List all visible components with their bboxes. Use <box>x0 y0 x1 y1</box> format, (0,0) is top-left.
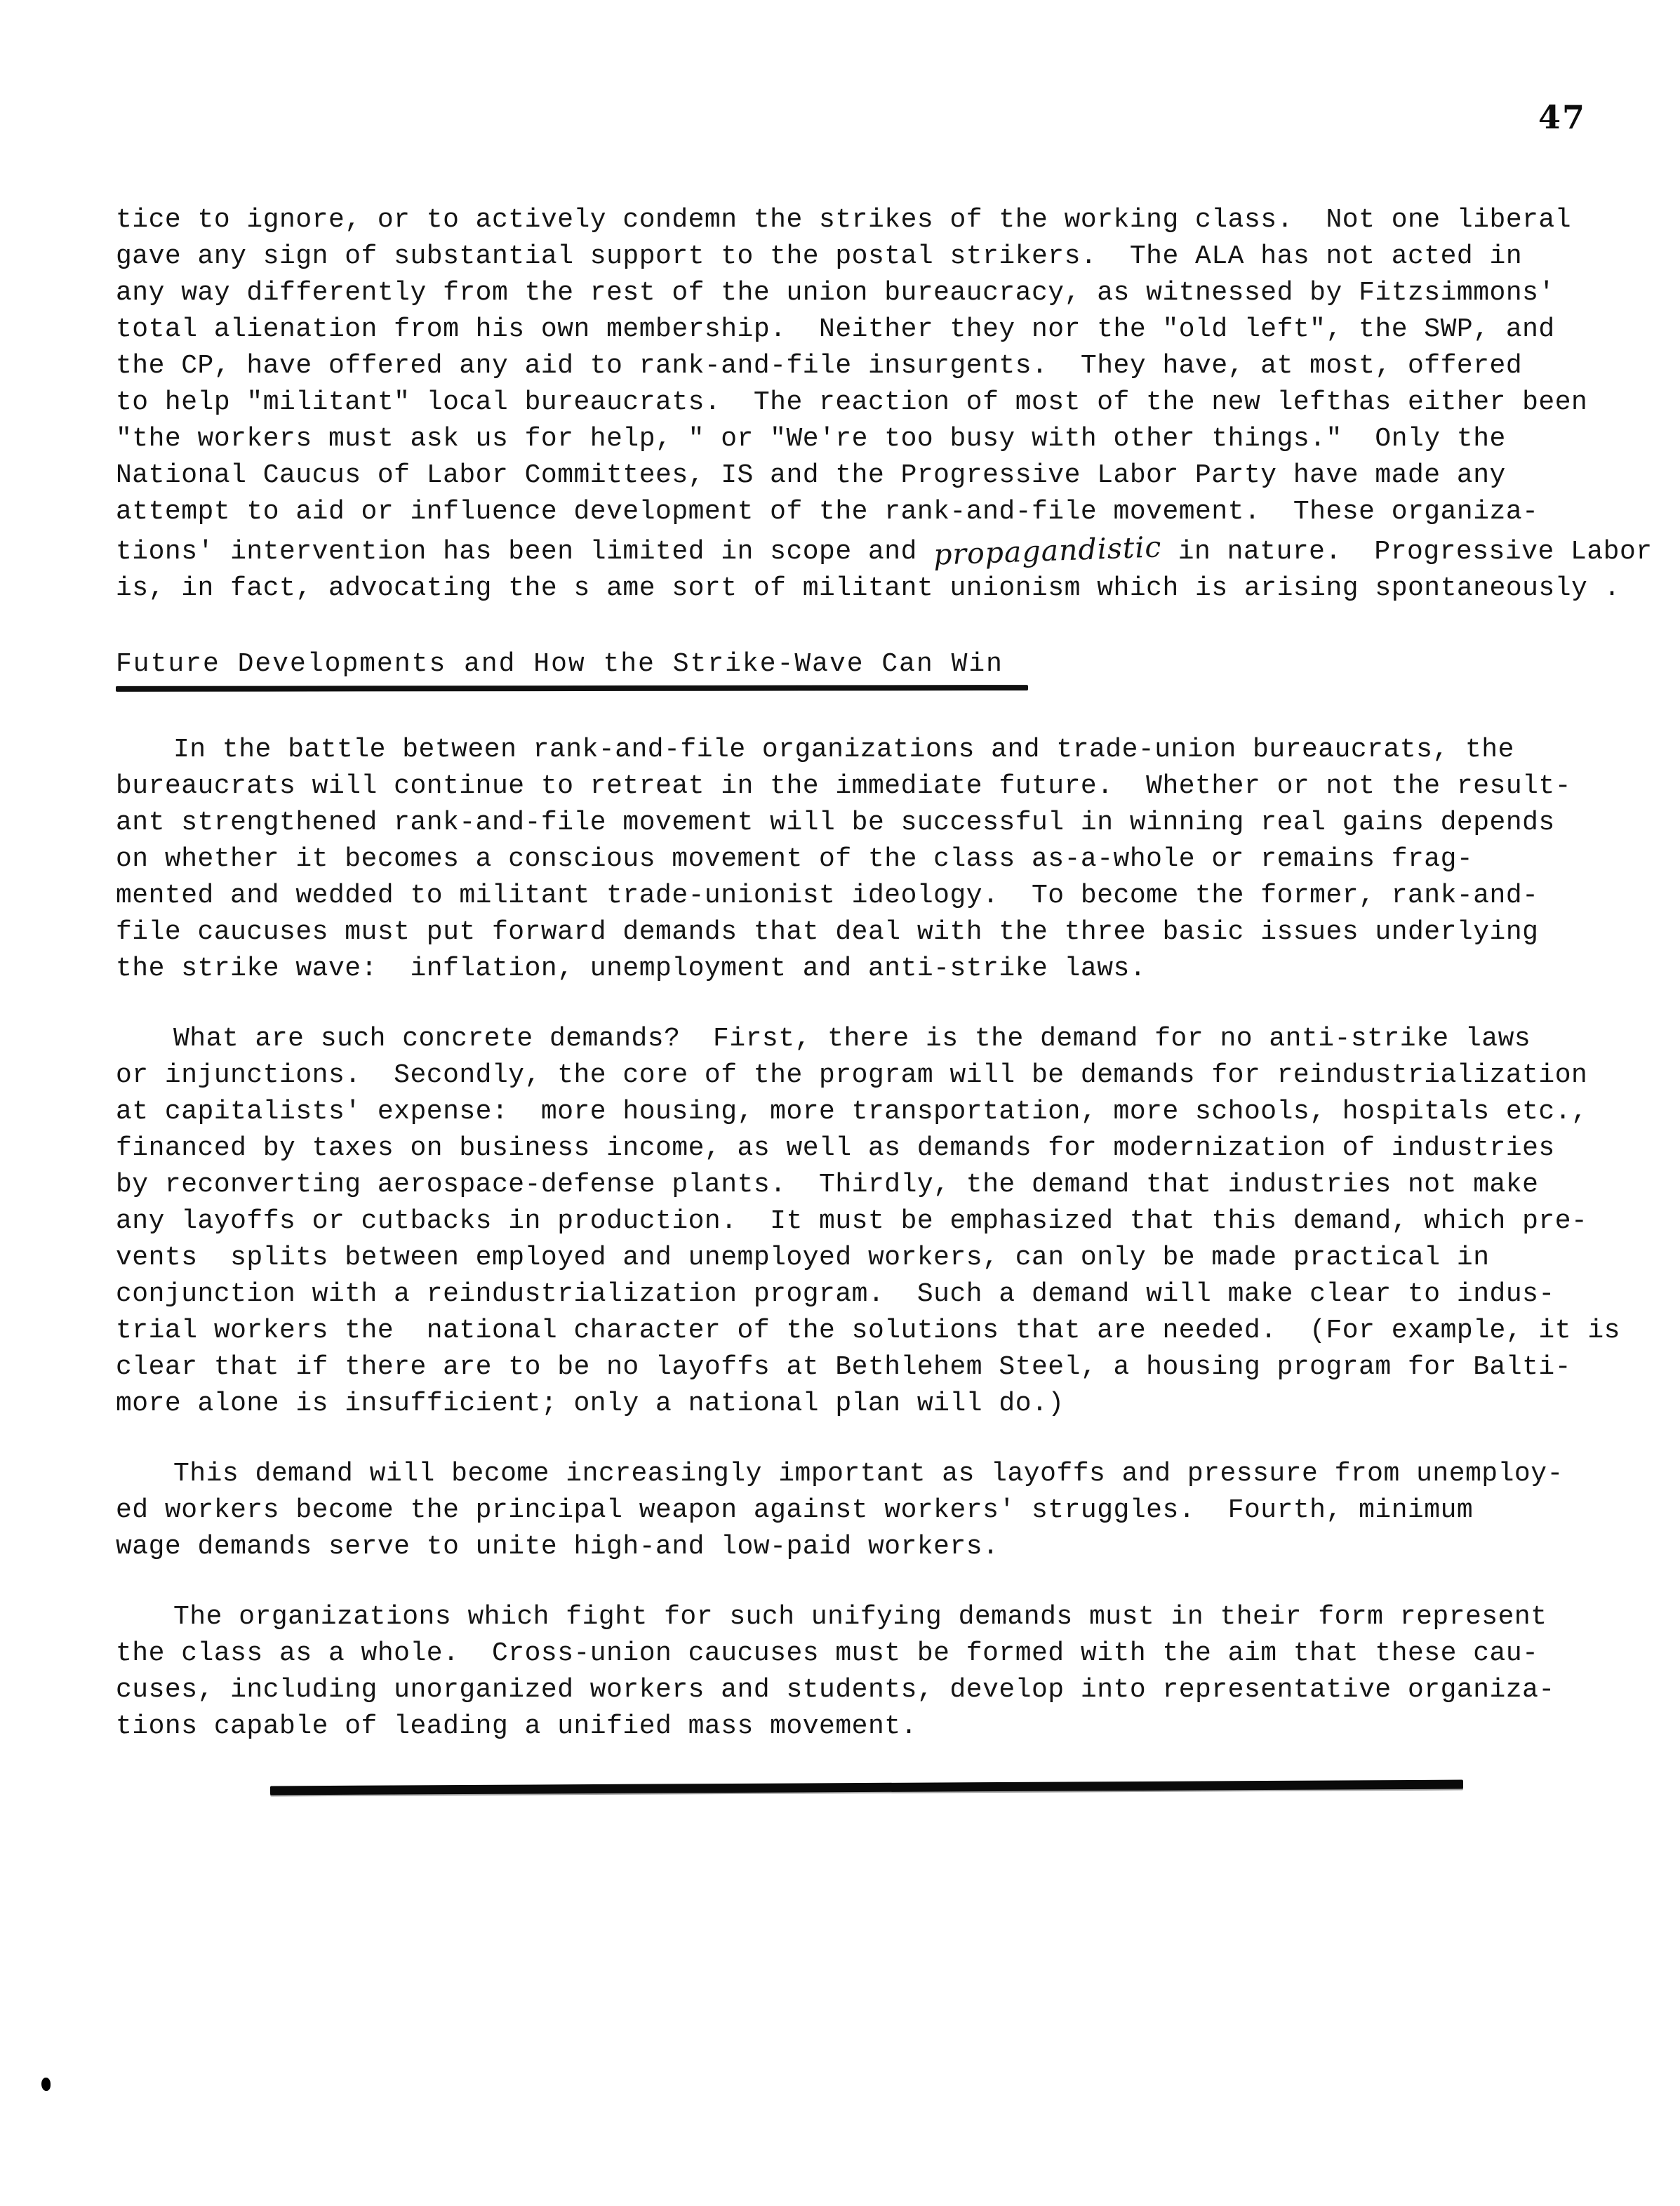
text-line: The organizations which fight for such unifying demands must in their form represent <box>173 1602 1547 1632</box>
text-line: gave any sign of substantial support to the postal strikers. The ALA has not acted in <box>116 241 1523 272</box>
text-line: by reconverting aerospace-defense plants. Thirdly, the demand that industries not make <box>116 1170 1539 1200</box>
text-line <box>116 530 1653 572</box>
paragraph <box>116 732 1646 987</box>
section-divider-rule <box>270 1780 1463 1796</box>
body-text <box>116 202 1653 1779</box>
text-line: bureaucrats will continue to retreat in the immediate future. Whether or not the result- <box>116 771 1572 801</box>
text-line: on whether it becomes a conscious movement of the class as-a-whole or remains frag- <box>116 844 1474 874</box>
text-line: tice to ignore, or to actively condemn the strikes of the working class. Not one liberal <box>116 205 1572 235</box>
typed-text: tions' intervention has been limited in scope and <box>116 537 934 567</box>
page-number: 47 <box>1538 98 1587 136</box>
text-line: the CP, have offered any aid to rank-and-file insurgents. They have, at most, offered <box>116 351 1523 381</box>
text-line: mented and wedded to militant trade-unionist ideology. To become the former, rank-and- <box>116 881 1539 911</box>
text-line: wage demands serve to unite high-and low-paid workers. <box>116 1532 999 1562</box>
typed-text: in nature. Progressive Labor <box>1161 537 1653 567</box>
text-line: the strike wave: inflation, unemployment and anti-strike laws. <box>116 954 1147 984</box>
section-heading <box>116 646 1646 691</box>
text-line: at capitalists' expense: more housing, more transportation, more schools, hospitals etc., <box>116 1097 1588 1127</box>
section-heading-text: Future Developments and How the Strike-Wave Can Win <box>116 649 1004 679</box>
text-line: any way differently from the rest of the union bureaucracy, as witnessed by Fitzsimmons' <box>116 278 1555 308</box>
paragraph <box>116 1456 1646 1565</box>
text-line: is, in fact, advocating the s ame sort of militant unionism which is arising spontaneously . <box>116 573 1620 603</box>
text-line: What are such concrete demands? First, there is the demand for no anti-strike laws <box>173 1024 1531 1054</box>
text-line: cuses, including unorganized workers and students, develop into representative organiza- <box>116 1675 1555 1705</box>
text-line: total alienation from his own membership. Neither they nor the "old left", the SWP, and <box>116 314 1555 345</box>
text-line: to help "militant" local bureaucrats. The reaction of most of the new lefthas either been <box>116 387 1588 417</box>
paragraph <box>116 1599 1646 1745</box>
handwritten-word: propagandistic <box>933 530 1163 572</box>
text-line: vents splits between employed and unemployed workers, can only be made practical in <box>116 1243 1490 1273</box>
text-line: the class as a whole. Cross-union caucuses must be formed with the aim that these cau- <box>116 1638 1539 1669</box>
text-line: National Caucus of Labor Committees, IS and the Progressive Labor Party have made any <box>116 460 1506 490</box>
text-line: trial workers the national character of the solutions that are needed. (For example, it is <box>116 1316 1620 1346</box>
text-line: This demand will become increasingly important as layoffs and pressure from unemploy- <box>173 1459 1564 1489</box>
text-line: more alone is insufficient; only a national plan will do.) <box>116 1389 1065 1419</box>
heading-underline <box>116 685 1028 692</box>
text-line: conjunction with a reindustrialization program. Such a demand will make clear to indus- <box>116 1279 1555 1309</box>
text-line: "the workers must ask us for help, " or "We're too busy with other things." Only the <box>116 424 1506 454</box>
text-line: ed workers become the principal weapon against workers' struggles. Fourth, minimum <box>116 1495 1474 1525</box>
ink-blot <box>41 2078 51 2091</box>
text-line: or injunctions. Secondly, the core of the program will be demands for reindustrialization <box>116 1060 1588 1090</box>
text-line: tions capable of leading a unified mass movement. <box>116 1711 917 1742</box>
text-line: In the battle between rank-and-file organizations and trade-union bureaucrats, the <box>173 735 1514 765</box>
paragraph <box>116 202 1653 607</box>
text-line: any layoffs or cutbacks in production. It must be emphasized that this demand, which pre- <box>116 1206 1588 1236</box>
text-line: ant strengthened rank-and-file movement will be successful in winning real gains depends <box>116 808 1555 838</box>
text-line: financed by taxes on business income, as well as demands for modernization of industries <box>116 1133 1555 1163</box>
paragraph <box>116 1021 1646 1422</box>
text-line: clear that if there are to be no layoffs at Bethlehem Steel, a housing program for Balti- <box>116 1352 1572 1382</box>
text-line: file caucuses must put forward demands that deal with the three basic issues underlying <box>116 917 1539 947</box>
text-line: attempt to aid or influence development of the rank-and-file movement. These organiza- <box>116 497 1539 527</box>
